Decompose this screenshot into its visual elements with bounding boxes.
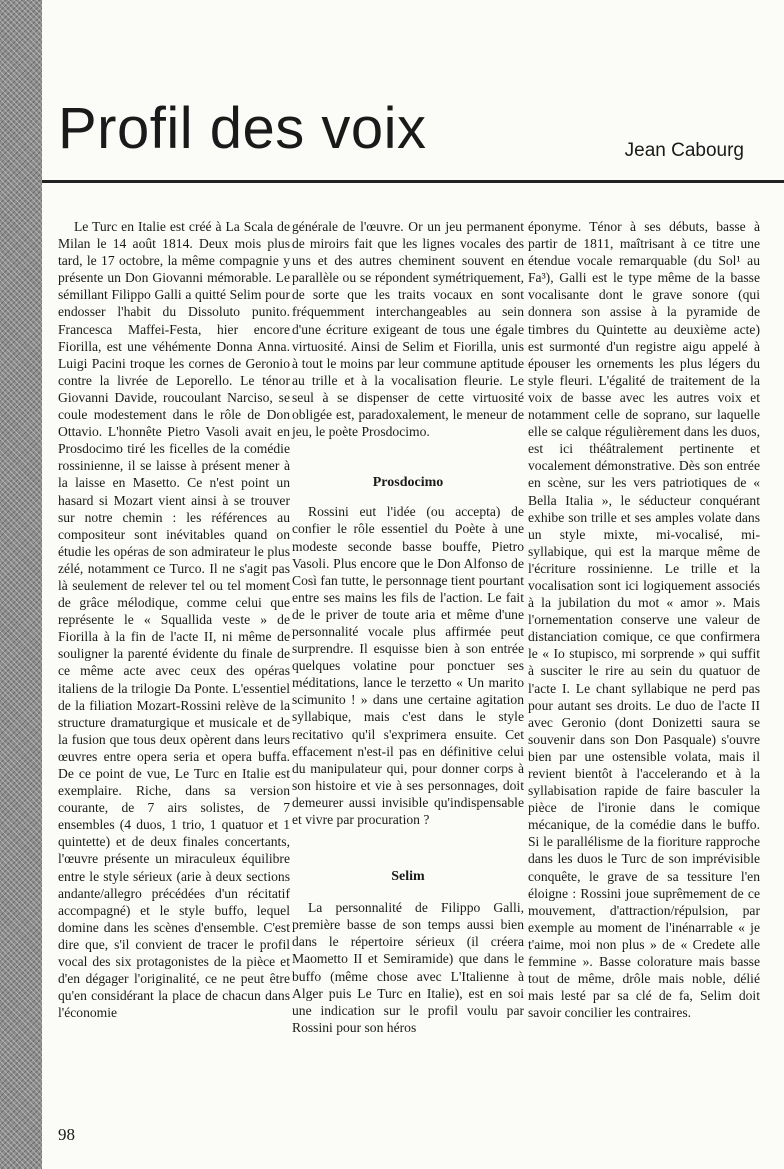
author-name: Jean Cabourg: [624, 140, 744, 161]
text-column-3: [528, 218, 760, 1021]
paragraph: Rossini eut l'idée (ou accepta) de confier le rôle essentiel du Poète à une modeste seconde basse bouffe, Pietro Vasoli. Plus encore que le Don Alfonso de Così fan tutte, le personnage tient pourtant entre ses mains les fils de l'action. Le fait de le priver de toute aria et même d'une personnalité vocale plus affirmée peut surprendre. Il esquisse bien à son entrée quelques volatine pour ponctuer ses méditations, lance le terzetto « Un marito scimunito ! » dans une certaine agitation syllabique, mais c'est dans le style recitativo qu'il s'exprimera ensuite. Cet effacement n'est-il pas en définitive celui du manipulateur qui, pour donner corps à son histoire et vie à ses personnages, doit demeurer aussi invisible qu'indispensable et vivre par procuration ?: [292, 504, 524, 827]
paragraph: éponyme. Ténor à ses débuts, basse à partir de 1811, maîtrisant à ce titre une étendue vocale remarquable (du Sol¹ au Fa³), Galli est le type même de la basse vocalisante dont le grave sonore (qui donnera son assise à la pyramide de timbres du Quintette au deuxième acte) est surmonté d'un registre aigu appelé à épouser les ornements les plus légers du style fleuri. L'égalité de traitement de la voix de basse avec les autres voix et notamment celle de soprano, sur laquelle elle se calque régulièrement dans les duos, est ici théâtralement pertinente et vocalement démonstrative. Dès son entrée en scène, sur les vers patriotiques de « Bella Italia », le séducteur conquérant exhibe son trille et ses amples volate dans un style mixte, mi-vocalisé, mi-syllabique, qui est la marque même de l'écriture rossinienne. Le trille et la vocalisation sont ici logiquement associés à la jubilation du mot « amor ». Mais l'ornementation conserve une valeur de distanciation comique, ce que confirmera le « Io stupisco, mi sorprende » qui suffit à susciter le rire au sein du quatuor de l'acte I. Le chant syllabique ne perd pas pour autant ses droits. Le duo de l'acte II avec Geronio (dont Donizetti saura se souvenir dans son Don Pasquale) s'ouvre bien par une ostensible volata, mais il revient bientôt à l'accelerando et à la syllabisation rapide de faire basculer la pièce de l'ironie dans le comique mécanique, de la comédie dans le buffo. Si le parallélisme de la fioriture rapproche dans les duos le Turc de son imprévisible conquête, le grave de sa tessiture l'en éloigne : Rossini joue suprêmement de ce mouvement, d'attraction/répulsion, par exemple au moment de l'inénarrable « je t'aime, moi non plus » de « Credete alle femmine ». Basse colorature mais basse tout de même, drôle mais noble, délié mais lesté par sa clé de fa, Selim doit savoir concilier les contraires.: [528, 219, 760, 1021]
section-heading-prosdocimo: Prosdocimo: [372, 475, 444, 491]
page-number: 98: [58, 1125, 75, 1144]
paragraph: La personnalité de Filippo Galli, première basse de son temps aussi bien dans le répertoire sérieux (il créera Maometto II et Semiramide) que dans le buffo (même chose avec L'Italienne à Alger puis Le Turc en Italie), est en soi une indication sur le profil voulu par Rossini pour son héros: [292, 900, 524, 1035]
paragraph: Le Turc en Italie est créé à La Scala de Milan le 14 août 1814. Deux mois plus tard, le 17 octobre, la même compagnie y présente un Don Giovanni mémorable. Le sémillant Filippo Galli a quitté Selim pour endosser l'habit du Dissoluto punito. Francesca Maffei-Festa, hier encore Fiorilla, est une véhémente Donna Anna. Luigi Pacini troque les cornes de Geronio contre la livrée de Leporello. Le ténor Giovanni Davide, roucoulant Narciso, se coule modestement dans le rôle de Don Ottavio. L'honnête Pietro Vasoli avait en Prosdocimo tiré les ficelles de la comédie rossinienne, il se laisse à présent mener à la laisse en Masetto. Ce n'est point un hasard si Mozart vient ainsi à se trouver sur notre chemin : les références au compositeur sont inévitables quand on étudie les opéras de son admirateur le plus zélé, notamment ce Turco. Il ne s'agit pas là seulement de relever tel ou tel moment de grâce mélodique, comme celui que représente le « Squallida veste » de Fiorilla à la fin de l'acte II, ni même de souligner la parenté évidente du finale de ce même acte avec ceux des opéras italiens de la trilogie Da Ponte. L'essentiel de la filiation Mozart-Rossini relève de la structure dramaturgique et musicale et de la fusion que tous deux opèrent dans leurs œuvres entre opera seria et opera buffa. De ce point de vue, Le Turc en Italie est exemplaire. Riche, dans sa version courante, de 7 airs solistes, de 7 ensembles (4 duos, 1 trio, 1 quatuor et 1 quintette) et de deux finales concertants, l'œuvre présente un miraculeux équilibre entre le style sérieux (arie à deux sections andante/allegro précédées d'un récitatif accompagné) et le style buffo, lequel domine dans les scènes d'ensemble. C'est dire que, s'il convient de tracer le profil vocal des six protagonistes de la pièce et d'en dégager l'originalité, ce ne peut être qu'en considérant la place de chacun dans l'économie: [58, 219, 290, 1021]
text-column-1: [58, 218, 290, 1021]
paragraph: générale de l'œuvre. Or un jeu permanent de miroirs fait que les lignes vocales des uns et des autres cheminent souvent en parallèle ou se répondent symétriquement, de sorte que les traits vocaux en sont fréquemment interchangeables au sein d'une écriture exigeant de tous une égale virtuosité. Ainsi de Selim et Fiorilla, unis à tout le moins par leur commune aptitude au trille et à la vocalisation fleurie. Le seul à se dispenser de cette virtuosité obligée est, paradoxalement, le meneur de jeu, le poète Prosdocimo.: [292, 219, 524, 440]
decorative-side-strip: [0, 0, 42, 1169]
section-heading-selim: Selim: [391, 869, 425, 885]
page-title: Profil des voix: [58, 96, 427, 161]
title-rule: [42, 180, 784, 183]
text-column-2: [292, 218, 524, 1036]
